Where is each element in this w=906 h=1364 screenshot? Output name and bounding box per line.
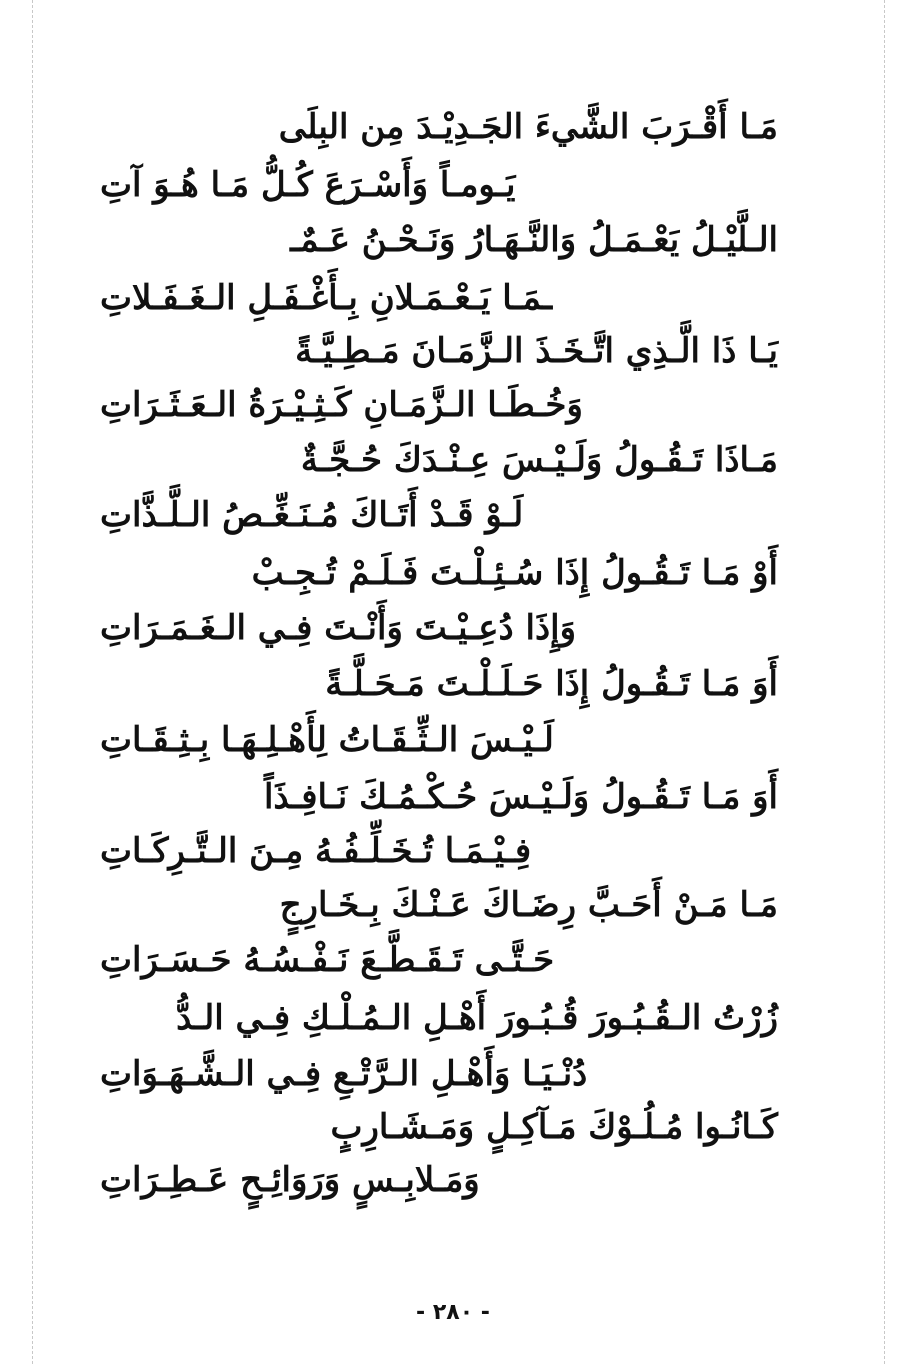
verse-line: يَـومـاً وَأَسْـرَعَ كُـلُّ مَـا هُـوَ آتِ — [100, 165, 516, 205]
verse-line: أَوْ مَـا تَـقُـولُ إِذَا سُـئِـلْـتَ فَـلَـمْ تُـجِـبْ — [251, 553, 778, 593]
page-number: - ٢٨٠ - — [416, 1300, 490, 1325]
verse-line: وَإِذَا دُعِـيْـتَ وَأَنْـتَ فِـي الـغَـمَـرَاتِ — [100, 608, 576, 648]
verse-line: وَمَـلابِـسٍ وَرَوَائِـحٍ عَـطِـرَاتِ — [100, 1160, 480, 1200]
verse-line: أَوَ مَـا تَـقُـولُ وَلَـيْـسَ حُـكْـمُـكَ نَـافِـذَاً — [263, 777, 778, 817]
verse-line: مَـاذَا تَـقُـولُ وَلَـيْـسَ عِـنْـدَكَ حُـجَّـةٌ — [300, 440, 778, 480]
verse-line: لَـوْ قَـدْ أَتَـاكَ مُـنَـغِّـصُ الـلَّـذَّاتِ — [100, 495, 524, 535]
verse-line: مَـا مَـنْ أَحَـبَّ رِضَـاكَ عَـنْـكَ بِـخَـارِجٍ — [279, 885, 778, 925]
verse-line: حَـتَّـى تَـقَـطَّـعَ نَـفْـسُـهُ حَـسَـرَاتِ — [100, 940, 555, 980]
verse-line: زُرْتُ الـقُـبُـورَ قُـبُـورَ أَهْـلِ الـمُـلْـكِ فِـي الـدُّ — [176, 998, 778, 1038]
verse-line: فِـيْـمَـا تُـخَـلِّـفُـهُ مِـنَ الـتَّـرِكَـاتِ — [100, 831, 532, 871]
verse-line: يَـا ذَا الَّـذِي اتَّـخَـذَ الـزَّمَـانَ مَـطِـيَّـةً — [295, 331, 778, 371]
verse-line: مَـا أَقْـرَبَ الشَّيءَ الجَـدِيْـدَ مِن البِلَى — [278, 107, 778, 147]
verse-line: لَـيْـسَ الـثِّـقَـاتُ لِأَهْـلِـهَـا بِـثِـقَـاتِ — [100, 720, 554, 760]
verse-line: وَخُـطَـا الـزَّمَـانِ كَـثِـيْـرَةُ الـعَـثَـرَاتِ — [100, 385, 583, 425]
verse-line: ـمَـا يَـعْـمَـلانِ بِـأَغْـفَـلِ الـغَـفَـلاتِ — [100, 278, 553, 318]
verse-line: دُنْـيَـا وَأَهْـلِ الـرَّتْـعِ فِـي الـشَّـهَـوَاتِ — [100, 1054, 588, 1094]
verse-line: الـلَّيْـلُ يَعْـمَـلُ وَالنَّـهَـارُ وَنَـحْـنُ عَـمٌـ — [290, 220, 778, 260]
verse-line: كَـانُـوا مُـلُـوْكَ مَـآكِـلٍ وَمَـشَـارِبٍ — [330, 1107, 778, 1147]
verse-line: أَوَ مَـا تَـقُـولُ إِذَا حَـلَـلْـتَ مَـحَـلَّـةً — [325, 664, 778, 704]
